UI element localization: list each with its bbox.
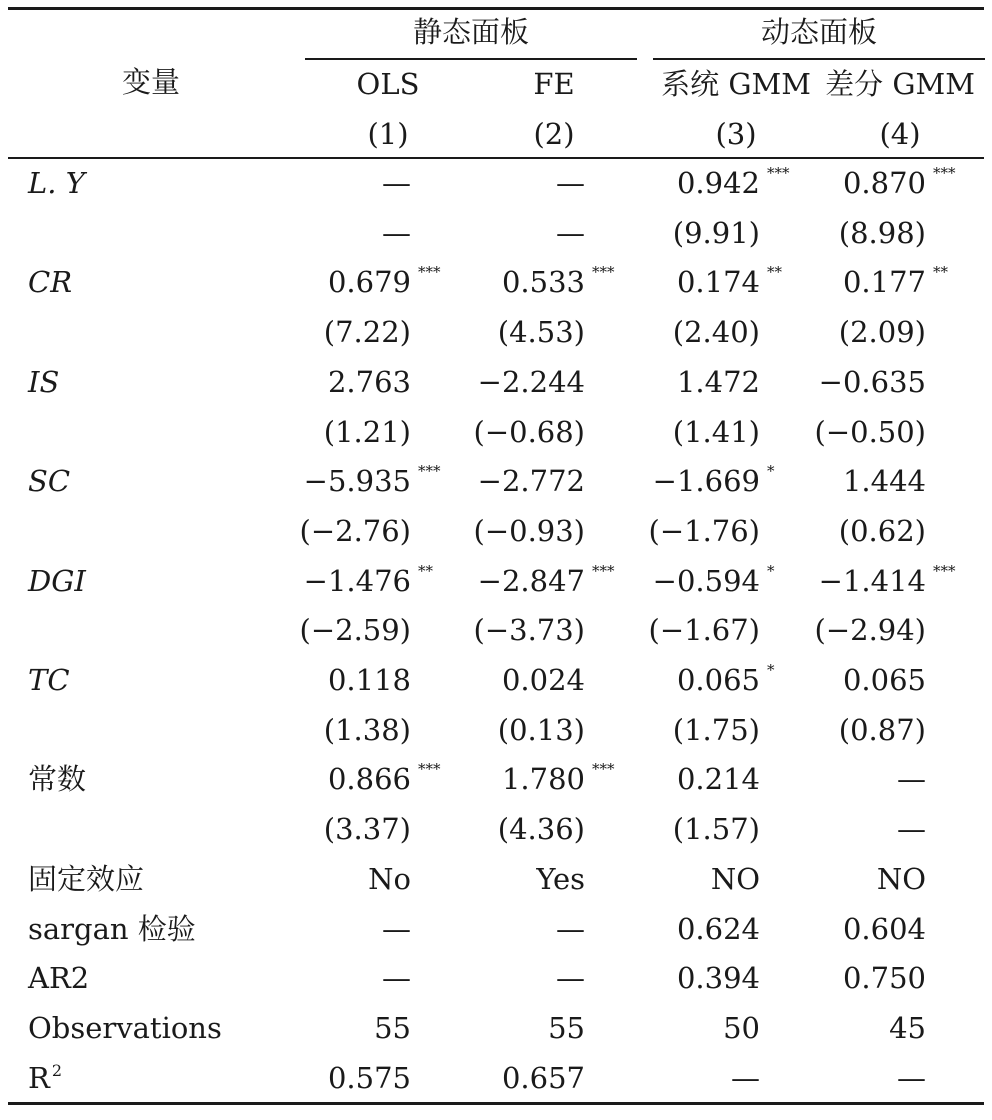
row-label: CR (28, 265, 73, 300)
column-number-3: (3) (715, 117, 757, 151)
column-model-fe: FE (533, 67, 575, 101)
row-label: Observations (28, 1010, 222, 1045)
table-cell: (1.57) (672, 812, 760, 847)
table-cell: (9.91) (672, 215, 760, 250)
table-cell: (−0.68) (473, 414, 585, 449)
table-cell: 0.942 (676, 166, 760, 200)
table-cell: NO (710, 861, 760, 896)
table-cell: 1.780 (501, 762, 585, 797)
table-cell: (−1.76) (648, 513, 760, 548)
table-cell: 45 (889, 1010, 926, 1045)
row-label: DGI (28, 563, 86, 598)
table-cell: — (897, 812, 926, 847)
table-cell: 0.750 (842, 961, 926, 996)
table-cell: 0.394 (676, 961, 760, 996)
significance-stars: ** (418, 561, 433, 580)
table-cell: (0.87) (838, 712, 926, 747)
significance-stars: *** (933, 561, 956, 580)
significance-stars: * (767, 561, 775, 580)
significance-stars: *** (767, 164, 790, 182)
significance-stars: * (767, 661, 775, 679)
table-cell: (1.21) (323, 414, 411, 449)
table-cell: (−2.76) (299, 513, 411, 548)
table-cell: (−1.67) (648, 613, 760, 648)
table-cell: 0.174 (676, 265, 760, 300)
table-cell: 0.065 (842, 663, 926, 697)
table-cell: 2.763 (327, 364, 411, 399)
table-cell: Yes (536, 861, 585, 896)
row-label: TC (28, 663, 70, 697)
table-cell: No (368, 861, 411, 896)
table-cell: — (731, 1060, 760, 1095)
table-cell: — (556, 961, 585, 996)
table-cell: (7.22) (323, 315, 411, 350)
row-label: 常数 (28, 762, 87, 797)
table-cell: 0.177 (842, 265, 926, 300)
table-cell: (2.40) (672, 315, 760, 350)
column-number-1: (1) (367, 117, 409, 151)
significance-stars: ** (767, 263, 782, 282)
table-cell: (−0.50) (814, 414, 926, 449)
table-cell: — (382, 215, 411, 250)
table-cell: (−2.59) (299, 613, 411, 648)
dynamic-group-rule (653, 58, 985, 60)
table-cell: 0.604 (842, 911, 926, 946)
table-cell: (2.09) (838, 315, 926, 350)
row-label: L. Y (28, 166, 85, 200)
table-cell: 0.118 (327, 663, 411, 697)
row-label: R $^2$ (28, 1060, 63, 1095)
row-label: 固定效应 (28, 861, 145, 896)
header-rule (8, 157, 984, 159)
table-cell: — (382, 911, 411, 946)
table-cell: −2.847 (477, 563, 585, 598)
significance-stars: ** (933, 263, 948, 282)
table-cell: — (382, 166, 411, 200)
table-cell: (0.62) (838, 513, 926, 548)
significance-stars: *** (418, 760, 441, 779)
table-cell: (4.36) (497, 812, 585, 847)
significance-stars: *** (418, 462, 441, 481)
table-cell: −5.935 (303, 464, 411, 499)
row-label-superscript: 2 (51, 1060, 63, 1080)
table-cell: (8.98) (838, 215, 926, 250)
table-cell: (1.38) (323, 712, 411, 747)
table-cell: −0.635 (818, 364, 926, 399)
table-cell: — (897, 762, 926, 797)
table-cell: 0.024 (501, 663, 585, 697)
table-cell: (−3.73) (473, 613, 585, 648)
row-label: AR2 (28, 961, 90, 996)
table-cell: 1.444 (842, 464, 926, 499)
significance-stars: *** (418, 263, 441, 282)
row-label: SC (28, 464, 71, 499)
top-rule (8, 7, 984, 10)
table-cell: (4.53) (497, 315, 585, 350)
significance-stars: * (767, 462, 775, 481)
table-cell: 0.533 (501, 265, 585, 300)
row-label: IS (28, 364, 60, 399)
column-model-sys-gmm: 系统 GMM (661, 67, 811, 101)
table-cell: (0.13) (497, 712, 585, 747)
column-number-4: (4) (879, 117, 921, 151)
row-label: sargan 检验 (28, 911, 196, 946)
table-cell: 0.624 (676, 911, 760, 946)
table-cell: (1.41) (672, 414, 760, 449)
table-cell: (−2.94) (814, 613, 926, 648)
table-cell: — (556, 166, 585, 200)
table-cell: −1.476 (303, 563, 411, 598)
table-cell: 0.866 (327, 762, 411, 797)
table-cell: 0.679 (327, 265, 411, 300)
column-model-ols: OLS (356, 67, 420, 101)
table-cell: −2.772 (477, 464, 585, 499)
column-number-2: (2) (533, 117, 575, 151)
significance-stars: *** (592, 760, 615, 779)
table-cell: NO (876, 861, 926, 896)
table-cell: 1.472 (676, 364, 760, 399)
variable-header: 变量 (122, 65, 181, 99)
table-cell: (−0.93) (473, 513, 585, 548)
dynamic-panel-group-header: 动态面板 (760, 15, 878, 49)
table-cell: −0.594 (652, 563, 760, 598)
significance-stars: *** (592, 263, 615, 282)
table-cell: −2.244 (477, 364, 585, 399)
static-panel-group-header: 静态面板 (412, 15, 530, 49)
bottom-rule (8, 1102, 984, 1105)
table-cell: 0.575 (327, 1060, 411, 1095)
significance-stars: *** (933, 164, 956, 182)
table-cell: 55 (548, 1010, 585, 1045)
static-group-rule (305, 58, 637, 60)
table-cell: −1.669 (652, 464, 760, 499)
table-cell: −1.414 (818, 563, 926, 598)
table-cell: 0.214 (676, 762, 760, 797)
table-cell: — (556, 911, 585, 946)
column-model-diff-gmm: 差分 GMM (825, 67, 975, 101)
table-cell: — (897, 1060, 926, 1095)
table-cell: — (556, 215, 585, 250)
significance-stars: *** (592, 561, 615, 580)
table-cell: — (382, 961, 411, 996)
table-cell: 0.065 (676, 663, 760, 697)
table-cell: 0.870 (842, 166, 926, 200)
table-cell: 55 (374, 1010, 411, 1045)
table-cell: (3.37) (323, 812, 411, 847)
table-cell: 0.657 (501, 1060, 585, 1095)
table-cell: (1.75) (672, 712, 760, 747)
table-cell: 50 (723, 1010, 760, 1045)
